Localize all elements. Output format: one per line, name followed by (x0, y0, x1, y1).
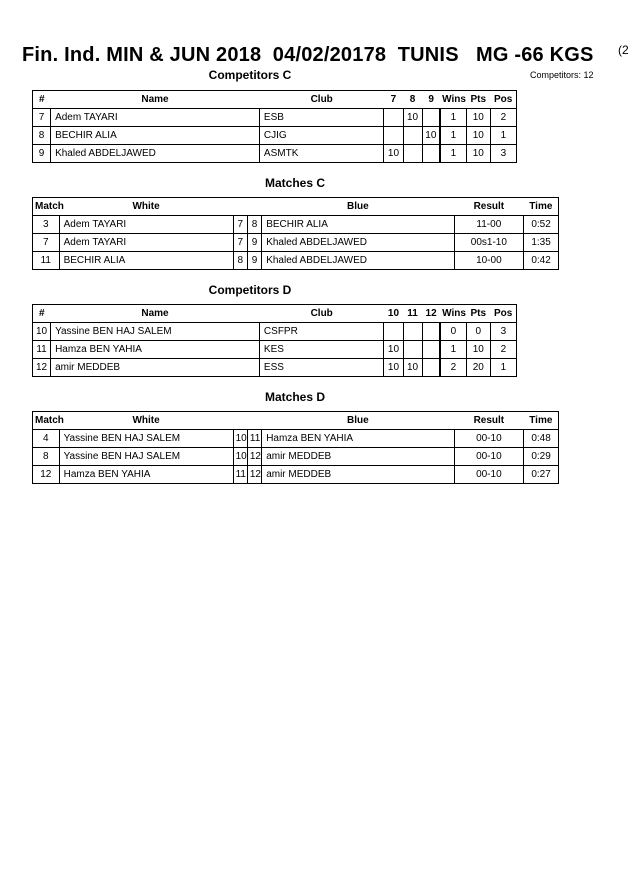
white-number: 7 (233, 234, 247, 252)
col-blue-num (247, 412, 261, 430)
wins-cell: 1 (440, 341, 466, 359)
blue-name: amir MEDDEB (262, 466, 454, 484)
col-opp-1: 7 (384, 91, 403, 109)
score-cell (384, 127, 403, 145)
pos-cell: 2 (490, 109, 516, 127)
competitor-club: KES (259, 341, 384, 359)
match-number: 8 (33, 448, 60, 466)
match-number: 3 (33, 216, 60, 234)
competitor-number: 9 (33, 145, 51, 163)
blue-name: Khaled ABDELJAWED (262, 252, 454, 270)
match-number: 7 (33, 234, 60, 252)
col-wins: Wins (440, 305, 466, 323)
score-cell (422, 341, 440, 359)
match-time: 0:27 (524, 466, 559, 484)
competitor-number: 12 (33, 359, 51, 377)
col-white: White (59, 412, 233, 430)
score-cell (403, 145, 422, 163)
col-opp-2: 8 (403, 91, 422, 109)
table-row (33, 109, 517, 127)
col-result: Result (454, 198, 524, 216)
table-row (33, 234, 559, 252)
pos-cell: 3 (490, 145, 516, 163)
col-time: Time (524, 412, 559, 430)
matches-d-heading: Matches D (264, 390, 326, 404)
pts-cell: 10 (466, 145, 490, 163)
score-cell (422, 323, 440, 341)
score-cell (403, 341, 422, 359)
pts-cell: 10 (466, 127, 490, 145)
score-cell (422, 359, 440, 377)
white-name: Adem TAYARI (59, 216, 233, 234)
col-opp-3: 12 (422, 305, 440, 323)
matches-c-table (32, 197, 559, 270)
score-cell (384, 323, 403, 341)
match-number: 11 (33, 252, 60, 270)
score-cell: 10 (403, 359, 422, 377)
table-row (33, 145, 517, 163)
match-number: 12 (33, 466, 60, 484)
col-pts: Pts (466, 91, 490, 109)
white-name: BECHIR ALIA (59, 252, 233, 270)
match-result: 11-00 (454, 216, 524, 234)
score-cell: 10 (422, 127, 440, 145)
competitor-name: Khaled ABDELJAWED (51, 145, 260, 163)
match-result: 00-10 (454, 430, 524, 448)
pts-cell: 0 (466, 323, 490, 341)
competitors-c-heading: Competitors C (208, 68, 292, 82)
table-header-row (33, 198, 559, 216)
pts-cell: 10 (466, 109, 490, 127)
white-number: 10 (233, 430, 247, 448)
score-cell (403, 323, 422, 341)
col-match: Match (33, 198, 60, 216)
wins-cell: 0 (440, 323, 466, 341)
pos-cell: 1 (490, 359, 516, 377)
match-result: 00-10 (454, 448, 524, 466)
col-number: # (33, 305, 51, 323)
score-cell (384, 109, 403, 127)
table-row (33, 127, 517, 145)
col-wins: Wins (440, 91, 466, 109)
blue-number: 11 (247, 430, 261, 448)
competitors-c-table (32, 90, 517, 163)
wins-cell: 1 (440, 127, 466, 145)
col-pos: Pos (490, 91, 516, 109)
competitor-club: ESB (259, 109, 384, 127)
pts-cell: 10 (466, 341, 490, 359)
table-row (33, 216, 559, 234)
col-opp-1: 10 (384, 305, 403, 323)
white-name: Adem TAYARI (59, 234, 233, 252)
white-number: 7 (233, 216, 247, 234)
col-name: Name (51, 305, 260, 323)
competitors-count: Competitors: 12 (530, 70, 594, 80)
table-row (33, 323, 517, 341)
col-opp-3: 9 (422, 91, 440, 109)
table-header-row (33, 412, 559, 430)
score-cell (422, 145, 440, 163)
pts-cell: 20 (466, 359, 490, 377)
blue-number: 9 (247, 252, 261, 270)
white-number: 10 (233, 448, 247, 466)
col-white-num (233, 198, 247, 216)
score-cell (422, 109, 440, 127)
competitor-name: Adem TAYARI (51, 109, 260, 127)
pos-cell: 1 (490, 127, 516, 145)
table-row (33, 341, 517, 359)
match-result: 00s1-10 (454, 234, 524, 252)
col-blue-num (247, 198, 261, 216)
white-number: 8 (233, 252, 247, 270)
score-cell (403, 127, 422, 145)
competitor-club: ASMTK (259, 145, 384, 163)
competitors-d-table (32, 304, 517, 377)
wins-cell: 1 (440, 145, 466, 163)
white-name: Yassine BEN HAJ SALEM (59, 448, 233, 466)
col-name: Name (51, 91, 260, 109)
white-name: Hamza BEN YAHIA (59, 466, 233, 484)
pos-cell: 2 (490, 341, 516, 359)
matches-d-table (32, 411, 559, 484)
competitor-name: Hamza BEN YAHIA (51, 341, 260, 359)
col-pts: Pts (466, 305, 490, 323)
competitor-name: amir MEDDEB (51, 359, 260, 377)
page-marker: (2 (618, 43, 629, 57)
table-row (33, 466, 559, 484)
col-number: # (33, 91, 51, 109)
blue-name: Khaled ABDELJAWED (262, 234, 454, 252)
competitor-club: ESS (259, 359, 384, 377)
competitor-number: 11 (33, 341, 51, 359)
match-result: 10-00 (454, 252, 524, 270)
match-time: 0:29 (524, 448, 559, 466)
score-cell: 10 (384, 145, 403, 163)
table-row (33, 359, 517, 377)
wins-cell: 2 (440, 359, 466, 377)
white-name: Yassine BEN HAJ SALEM (59, 430, 233, 448)
competitor-number: 7 (33, 109, 51, 127)
competitor-number: 8 (33, 127, 51, 145)
blue-name: BECHIR ALIA (262, 216, 454, 234)
match-time: 0:42 (524, 252, 559, 270)
col-opp-2: 11 (403, 305, 422, 323)
pos-cell: 3 (490, 323, 516, 341)
blue-name: amir MEDDEB (262, 448, 454, 466)
blue-number: 8 (247, 216, 261, 234)
score-cell: 10 (403, 109, 422, 127)
match-time: 0:52 (524, 216, 559, 234)
match-result: 00-10 (454, 466, 524, 484)
col-club: Club (259, 91, 384, 109)
competitors-d-heading: Competitors D (208, 283, 292, 297)
table-row (33, 252, 559, 270)
competitor-name: Yassine BEN HAJ SALEM (51, 323, 260, 341)
col-result: Result (454, 412, 524, 430)
table-row (33, 430, 559, 448)
white-number: 11 (233, 466, 247, 484)
col-club: Club (259, 305, 384, 323)
match-time: 0:48 (524, 430, 559, 448)
competitor-club: CJIG (259, 127, 384, 145)
competitor-club: CSFPR (259, 323, 384, 341)
match-time: 1:35 (524, 234, 559, 252)
score-cell: 10 (384, 359, 403, 377)
matches-c-heading: Matches C (264, 176, 326, 190)
col-pos: Pos (490, 305, 516, 323)
table-header-row (33, 91, 517, 109)
blue-number: 12 (247, 448, 261, 466)
blue-name: Hamza BEN YAHIA (262, 430, 454, 448)
col-white-num (233, 412, 247, 430)
col-time: Time (524, 198, 559, 216)
col-blue: Blue (262, 198, 454, 216)
page-title: Fin. Ind. MIN & JUN 2018 04/02/20178 TUNIS MG -66 KGS (22, 44, 594, 66)
table-row (33, 448, 559, 466)
score-cell: 10 (384, 341, 403, 359)
col-blue: Blue (262, 412, 454, 430)
match-number: 4 (33, 430, 60, 448)
col-match: Match (33, 412, 60, 430)
col-white: White (59, 198, 233, 216)
wins-cell: 1 (440, 109, 466, 127)
blue-number: 12 (247, 466, 261, 484)
blue-number: 9 (247, 234, 261, 252)
competitor-name: BECHIR ALIA (51, 127, 260, 145)
competitor-number: 10 (33, 323, 51, 341)
table-header-row (33, 305, 517, 323)
